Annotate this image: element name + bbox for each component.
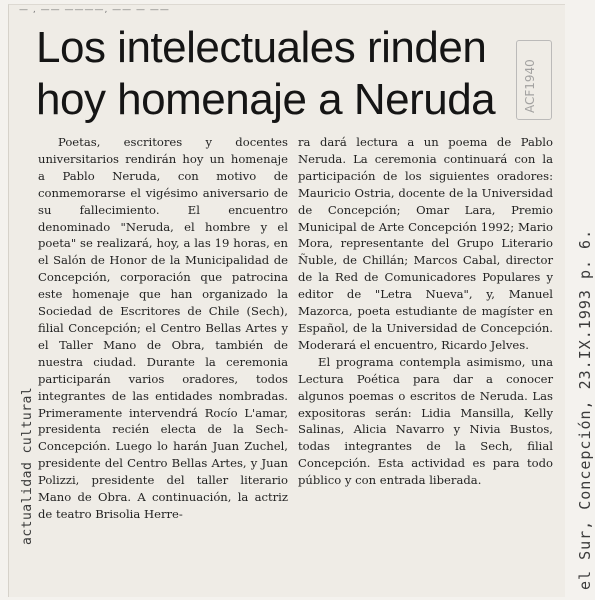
handwritten-source-note: el Sur, Concepción, 23.IX.1993 p. 6. [576,228,594,590]
article-paragraph: ra dará lectura a un poema de Pablo Neruda. La ceremonia continuará con la participación de los siguientes oradores: Mauricio Ostria, docente de la Universidad de Concepción; Omar Lara, Premio Municipal de Arte Concepción 1992; Mario Mora, representante del Grupo Literario Ñuble, de Chillán; Marcos Cabal, director de la Red de Comunicadores Populares y editor de "Letra Nueva", y, Manuel Mazorca, poeta estudiante de magíster en Español, de la Universidad de Concepción. Moderará el encuentro, Ricardo Jelves. [298,135,553,352]
headline-line-1: Los intelectuales rinden [36,23,487,72]
article-column-left [38,134,288,523]
handwritten-section-note: actualidad cultural [20,386,35,545]
archive-stamp [516,40,552,120]
article-paragraph: Poetas, escritores y docentes universitarios rendirán hoy un homenaje a Pablo Neruda, con motivo de conmemorarse el vigésimo aniversario de su fallecimiento. El encuentro denominado "Neruda, el hombre y el poeta" se realizará, hoy, a las 19 horas, en el Salón de Honor de la Municipalidad de Concepción, corporación que patrocina este homenaje que han organizado la Sociedad de Escritores de Chile (Sech), filial Concepción; el Centro Bellas Artes y el Taller Mano de Obra, también de nuestra ciudad. Durante la ceremonia participarán varios oradores, todos integrantes de las entidades nombradas. Primeramente intervendrá Rocío L'amar, presidenta recién electa de la Sech-Concepción. Luego lo harán Juan Zuchel, presidente del Centro Bellas Artes, y Juan Polizzi, presidente del taller literario Mano de Obra. A continuación, la actriz de teatro Brisolia Herre- [38,135,288,521]
headline-line-2: hoy homenaje a Neruda [36,75,496,124]
article-paragraph: El programa contempla asimismo, una Lectura Poética para dar a conocer algunos poemas o escritos de Neruda. Las expositoras serán: Lidia Mansilla, Kelly Salinas, Alicia Navarro y Nivia Bustos, todas integrantes de la Sech, filial Concepción. Esta actividad es para todo público y con entrada liberada. [298,354,553,488]
article-column-right [298,134,553,489]
headline [36,22,506,126]
cut-header-fragment: — , —— ————, —— — —— [19,5,170,13]
archive-stamp-text: ACF1940 [523,59,537,113]
